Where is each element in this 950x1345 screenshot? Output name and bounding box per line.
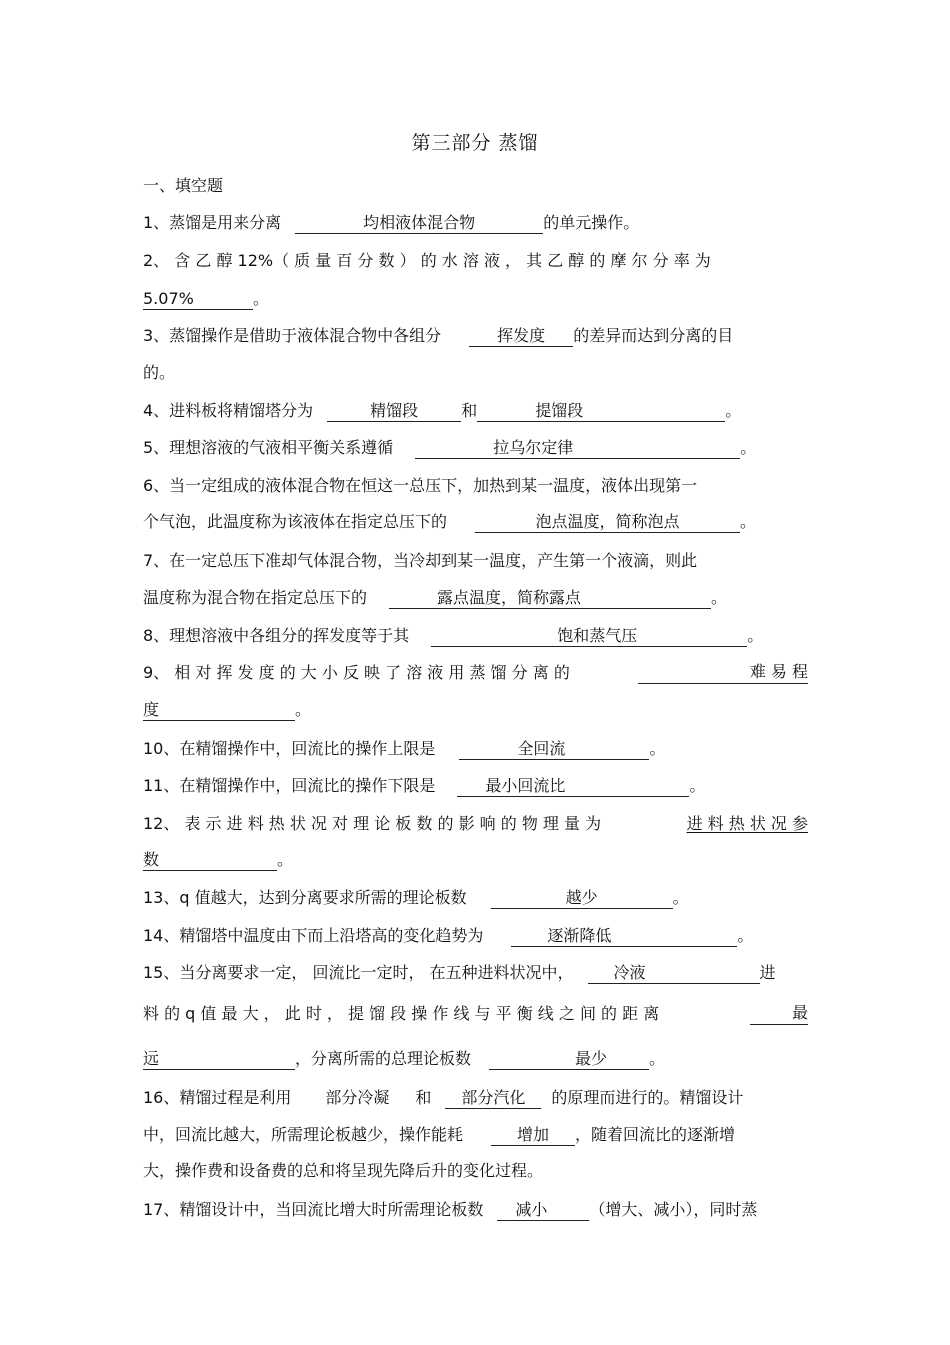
q1-answer: 均相液体混合物 <box>295 213 543 234</box>
q8-answer: 饱和蒸气压 <box>431 626 747 647</box>
q16-answer-1: 部分冷凝 <box>325 1088 390 1107</box>
q17-tail: （增大、减小），同时蒸 <box>589 1200 758 1219</box>
q11-answer: 最小回流比 <box>457 776 689 797</box>
section-heading: 一、填空题 <box>143 176 224 195</box>
q15-tail-3: 。 <box>649 1049 666 1068</box>
q15-tail-1: 进 <box>759 963 776 982</box>
q8-text: 8、理想溶液中各组分的挥发度等于其 <box>143 626 410 645</box>
question-16-cont <box>143 1124 808 1146</box>
q11-text: 11、在精馏操作中，回流比的操作下限是 <box>143 776 436 795</box>
q3-text: 3、蒸馏操作是借助于液体混合物中各组分 <box>143 326 442 345</box>
q15-answer-3: 最少 <box>489 1049 649 1070</box>
q4-and: 和 <box>461 401 478 420</box>
q15-text: 15、当分离要求一定， 回流比一定时， 在五种进料状况中， <box>143 963 574 982</box>
q15-text-3: ，分离所需的总理论板数 <box>295 1049 472 1068</box>
question-3-cont: 的。 <box>143 363 176 382</box>
q12-tail: 。 <box>277 850 294 869</box>
q4-answer-1: 精馏段 <box>327 401 461 422</box>
q17-answer: 减小 <box>497 1200 589 1221</box>
question-17 <box>143 1199 808 1221</box>
q7-answer: 露点温度，简称露点 <box>389 588 711 609</box>
q16-and: 和 <box>415 1088 432 1107</box>
question-10 <box>143 738 808 760</box>
question-12 <box>143 813 808 835</box>
page-title: 第三部分 蒸馏 <box>411 132 539 154</box>
q16-answer-2: 部分汽化 <box>445 1088 541 1109</box>
q13-tail: 。 <box>672 888 689 907</box>
q10-tail: 。 <box>649 739 666 758</box>
q10-answer: 全回流 <box>459 739 649 760</box>
q13-answer: 越少 <box>491 888 673 909</box>
q7-tail: 。 <box>711 588 728 607</box>
question-6-cont <box>143 511 808 533</box>
q16-text-3: 中，回流比越大，所需理论板越少，操作能耗 <box>143 1125 464 1144</box>
q12-answer-cont: 数 <box>143 850 277 871</box>
q5-text: 5、理想溶液的气液相平衡关系遵循 <box>143 438 394 457</box>
q3-answer: 挥发度 <box>469 326 573 347</box>
question-6: 6、当一定组成的液体混合物在恒这一总压下，加热到某一温度，液体出现第一 <box>143 476 698 495</box>
q2-tail: 。 <box>253 289 270 308</box>
question-16-cont-2: 大，操作费和设备费的总和将呈现先降后升的变化过程。 <box>143 1161 544 1180</box>
q7-text: 温度称为混合物在指定总压下的 <box>143 588 368 607</box>
question-15-cont <box>143 1003 808 1025</box>
q12-answer: 进 料 热 状 况 参 <box>686 814 808 833</box>
q6-text: 个气泡，此温度称为该液体在指定总压下的 <box>143 512 448 531</box>
q14-tail: 。 <box>737 926 754 945</box>
q1-text: 1、蒸馏是用来分离 <box>143 213 282 232</box>
question-5 <box>143 437 808 459</box>
question-9 <box>143 662 808 684</box>
q17-text: 17、精馏设计中，当回流比增大时所需理论板数 <box>143 1200 484 1219</box>
q1-tail: 的单元操作。 <box>543 213 640 232</box>
q9-answer: 难 易 程 <box>638 662 808 684</box>
question-4 <box>143 400 808 422</box>
q3-tail: 的差异而达到分离的目 <box>573 326 734 345</box>
q16-text-2: 的原理而进行的。精馏设计 <box>551 1088 744 1107</box>
question-14 <box>143 925 808 947</box>
question-7-cont <box>143 587 808 609</box>
q8-tail: 。 <box>747 626 764 645</box>
question-12-cont <box>143 849 808 871</box>
q11-tail: 。 <box>689 776 706 795</box>
q10-text: 10、在精馏操作中，回流比的操作上限是 <box>143 739 436 758</box>
question-15 <box>143 962 808 984</box>
q13-text: 13、q 值越大，达到分离要求所需的理论板数 <box>143 888 467 907</box>
q2-answer: 5.07% <box>143 289 253 310</box>
question-2: 2、 含 乙 醇 12%（ 质 量 百 分 数 ） 的 水 溶 液 ， 其 乙 醇 的 摩 尔 分 率 为 <box>143 251 711 270</box>
q14-answer: 逐渐降低 <box>511 926 737 947</box>
question-8 <box>143 625 808 647</box>
question-15-cont-2 <box>143 1048 808 1070</box>
q14-text: 14、精馏塔中温度由下而上沿塔高的变化趋势为 <box>143 926 484 945</box>
q15-text-2: 料 的 q 值 最 大 ， 此 时 ， 提 馏 段 操 作 线 与 平 衡 线 之 间 的 距 离 <box>143 1004 660 1023</box>
q9-text: 9、 相 对 挥 发 度 的 大 小 反 映 了 溶 液 用 蒸 馏 分 离 的 <box>143 663 570 682</box>
q6-tail: 。 <box>740 512 757 531</box>
q16-text-4: ，随着回流比的逐渐增 <box>575 1125 736 1144</box>
question-3 <box>143 325 808 347</box>
question-13 <box>143 887 808 909</box>
q4-answer-2: 提馏段 <box>477 401 725 422</box>
q9-answer-cont: 度 <box>143 700 295 721</box>
q12-text: 12、 表 示 进 料 热 状 况 对 理 论 板 数 的 影 响 的 物 理 量 为 <box>143 814 602 833</box>
question-7: 7、在一定总压下准却气体混合物，当冷却到某一温度，产生第一个液滴，则此 <box>143 551 698 570</box>
question-11 <box>143 775 808 797</box>
q16-answer-3: 增加 <box>491 1125 575 1146</box>
q15-answer-1: 冷液 <box>588 963 760 984</box>
q5-answer: 拉乌尔定律 <box>415 438 740 459</box>
question-9-cont <box>143 699 808 721</box>
q15-answer-2: 最 <box>750 1003 808 1025</box>
question-1 <box>143 212 808 234</box>
q5-tail: 。 <box>740 438 757 457</box>
q9-tail: 。 <box>295 700 312 719</box>
q16-text: 16、精馏过程是利用 <box>143 1088 292 1107</box>
q4-tail: 。 <box>725 401 742 420</box>
q15-answer-2-cont: 远 <box>143 1049 295 1070</box>
q6-answer: 泡点温度，简称泡点 <box>475 512 740 533</box>
question-2-cont <box>143 288 808 310</box>
question-16 <box>143 1087 808 1109</box>
q4-text: 4、进料板将精馏塔分为 <box>143 401 314 420</box>
